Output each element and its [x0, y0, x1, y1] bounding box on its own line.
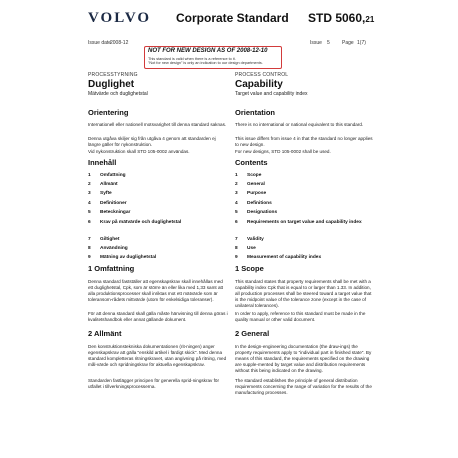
toc-number: 5 [88, 210, 91, 215]
not-for-new-design-notice [144, 46, 282, 69]
orientation-para-2: Denna utgåva skiljer sig från utgåva 4 genom att standarden ej längre gäller för nykonstruktion. [88, 136, 216, 147]
toc-label: General [247, 182, 265, 187]
toc-number: 1 [235, 173, 238, 178]
toc-label: Syfte [100, 191, 112, 196]
orientation-para-3: Vid nykonstruktion skall STD 105-0002 användas. [88, 149, 190, 154]
toc-number: 6 [88, 220, 91, 225]
toc-number: 2 [235, 182, 238, 187]
toc-number: 7 [88, 237, 91, 242]
issue-number: 5 [327, 40, 330, 46]
document-page [88, 0, 378, 458]
title: Duglighet [88, 79, 135, 90]
section-2-para-1: In the design-engineering documentation (the draw-ings) the property requirements apply to "individual part in finished state". By means of this standard, the requirements specified on the drawing are supple-mented by target value and distribution requirements without this being indicated on the drawing. [235, 344, 372, 373]
section-1-para-1: Denna standard fastställer att egenskapskrav skall innehållas med ett duglighetstal, Cpk, som är större än eller lika med 1,33 samt att alla produktionsprocesser skall inriktas mot ett mätvärde som är toleransom-rådets mittvärde (utom för enkelsidiga toleranser). [88, 279, 224, 302]
section-1-para-1: This standard states that property requirements shall be met with a capability index Cpk that is equal to or larger than 1.33. In addition, all production processes shall be steered toward a target value that is the midpoint value of the tolerance zone (except in the case of unilateral tolerances). [235, 279, 372, 308]
toc-number: 8 [88, 246, 91, 251]
standard-number [308, 11, 374, 25]
kicker: PROCESSTYRNING [88, 72, 138, 78]
notice-line-1: This standard is valid when there is a reference to it. [148, 57, 236, 61]
toc-label: Purpose [247, 191, 267, 196]
orientation-para-3: For new designs, STD 105-0002 shall be used. [235, 149, 331, 154]
orientation-heading: Orientation [235, 108, 276, 117]
toc-number: 3 [88, 191, 91, 196]
orientation-para-1: Internationell eller nationell motsvarighet till denna standard saknas. [88, 122, 227, 127]
section-1-heading: 1 Scope [235, 264, 264, 273]
toc-number: 7 [235, 237, 238, 242]
toc-label: Designations [247, 210, 278, 215]
toc-number: 6 [235, 220, 238, 225]
section-2-para-2: The standard establishes the principle of general distribution requirements concerning the range of variation for the results of the manufacturing processes. [235, 378, 372, 395]
subtitle: Mätvärde och duglighetstal [88, 91, 148, 97]
toc-number: 4 [88, 201, 91, 206]
issue-date-label: Issue date [88, 40, 112, 46]
english-column [235, 72, 375, 395]
subtitle: Target value and capability index [235, 91, 308, 97]
volvo-logo: VOLVO [88, 10, 152, 26]
issue-date: 2008-12 [110, 40, 129, 46]
orientation-heading: Orientering [88, 108, 129, 117]
toc-label: Scope [247, 173, 262, 178]
document-header [88, 10, 378, 30]
toc-label: Giltighet [100, 237, 120, 242]
standard-number-main: STD 5060, [308, 11, 366, 25]
toc-heading: Innehåll [88, 158, 117, 167]
doc-type: Corporate Standard [176, 11, 289, 25]
page-number: 1(7) [357, 40, 366, 46]
section-2-heading: 2 General [235, 329, 270, 338]
notice-line-2: "Not for new design" is only an indication to our design departments. [148, 61, 263, 65]
section-1-heading: 1 Omfattning [88, 264, 135, 273]
page-label: Page [342, 40, 354, 46]
toc-label: Allmänt [100, 182, 118, 187]
toc-label: Definitions [247, 201, 272, 206]
toc-label: Measurement of capability index [247, 255, 322, 260]
toc-number: 1 [88, 173, 91, 178]
issue-label: Issue [310, 40, 322, 46]
section-1-para-2: För att denna standard skall gälla måste hänvisning till denna göras i kvalitetshandbok eller annat gällande dokument. [88, 311, 228, 322]
orientation-para-2: This issue differs from issue 4 in that the standard no longer applies to new design. [235, 136, 373, 147]
toc-label: Definitioner [100, 201, 127, 206]
toc-label: Validity [247, 237, 264, 242]
section-2-para-2: Standarden fastlägger principen för generella sprid-ningskrav för utfallet i tillverkningsprocesserna. [88, 378, 219, 389]
toc-label: Krav på mätvärde och duglighetstal [100, 220, 182, 225]
toc-number: 8 [235, 246, 238, 251]
toc-heading: Contents [235, 158, 268, 167]
toc-label: Requirements on target value and capability index [247, 220, 362, 225]
toc-label: Use [247, 246, 256, 251]
toc-label: Mätning av duglighetstal [100, 255, 157, 260]
toc-number: 2 [88, 182, 91, 187]
section-1-para-2: In order to apply, reference to this standard must be made in the quality manual or other valid document. [235, 311, 366, 322]
section-2-heading: 2 Allmänt [88, 329, 122, 338]
notice-title: NOT FOR NEW DESIGN AS OF 2008-12-10 [148, 48, 268, 54]
toc-label: Beteckningar [100, 210, 131, 215]
toc-label: Användning [100, 246, 128, 251]
toc-number: 9 [88, 255, 91, 260]
toc-number: 5 [235, 210, 238, 215]
toc-label: Omfattning [100, 173, 126, 178]
kicker: PROCESS CONTROL [235, 72, 289, 78]
standard-number-sub: 21 [365, 15, 375, 24]
section-2-para-1: Den konstruktionstekniska dokumentationen (rit-ningen) anger egenskapskrav att gälla "enskild artikel i färdigt skick". Med denna standard kompletteras ritningskravet, utan angivning på ritning, med mål-värde och spridningskrav för aktuella egenskapskrav. [88, 344, 227, 367]
swedish-column [88, 72, 228, 389]
toc-number: 3 [235, 191, 238, 196]
toc-number: 9 [235, 255, 238, 260]
orientation-para-1: There is no international or national equivalent to this standard. [235, 122, 364, 127]
toc-number: 4 [235, 201, 238, 206]
title: Capability [235, 79, 283, 90]
